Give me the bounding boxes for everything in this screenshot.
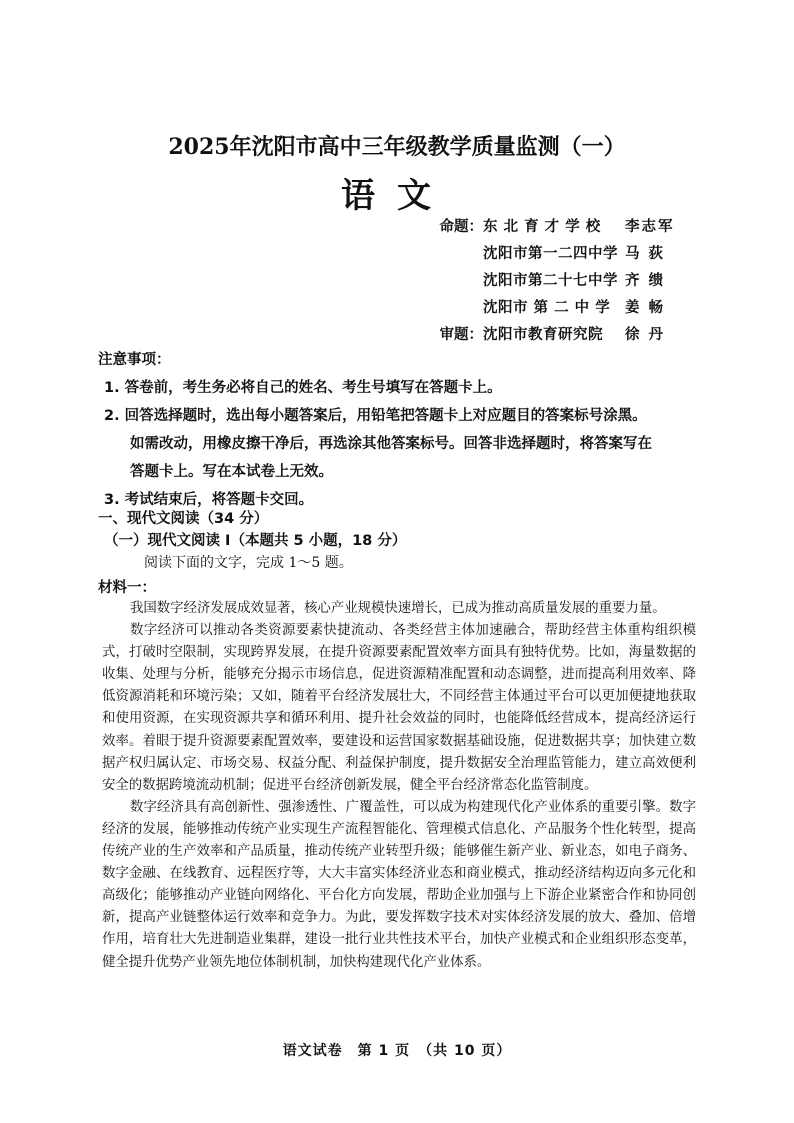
- notice-item-2: [98, 402, 718, 486]
- subject-title: 语文: [341, 176, 453, 216]
- notice-item-1: [98, 374, 718, 402]
- notice-block: [98, 346, 718, 514]
- author-name: 齐 缋: [625, 273, 666, 289]
- reading-instruction: 阅读下面的文字，完成 1～5 题。: [144, 555, 353, 571]
- author-role: 命题：: [439, 219, 483, 235]
- page-footer: 语文试卷 第 1 页 （共 10 页）: [282, 1043, 512, 1059]
- exam-title: 2025年沈阳市高中三年级教学质量监测（一）: [168, 134, 626, 160]
- material-label: 材料一：: [98, 580, 156, 596]
- authors-block: [428, 214, 728, 349]
- paragraph: 数字经济具有高创新性、强渗透性、广覆盖性，可以成为构建现代化产业体系的重要引擎。数字经济的发展，能够推动传统产业实现生产流程智能化、管理模式信息化、产品服务个性化转型，提高传统产业的生产效率和产品质量，推动传统产业转型升级；能够催生新产业、新业态，如电子商务、数字金融、在线教育、远程医疗等，大大丰富实体经济业态和商业模式，推动经济结构迈向多元化和高级化；能够推动产业链向网络化、平台化方向发展，帮助企业加强与上下游企业紧密合作和协同创新，提高产业链整体运行效率和竞争力。为此，要发挥数字技术对实体经济发展的放大、叠加、倍增作用，培育壮大先进制造业集群，建设一批行业共性技术平台，加快产业模式和企业组织形态变革，健全提升优势产业领先地位体制机制，加快构建现代化产业体系。: [102, 799, 696, 970]
- author-name: 姜 畅: [625, 300, 666, 316]
- author-school: 沈阳市教育研究院: [483, 327, 603, 343]
- notice-item-line: 如需改动，用橡皮擦干净后，再选涂其他答案标号。回答非选择题时，将答案写在: [130, 436, 652, 452]
- author-row: [428, 268, 728, 295]
- author-name: 马 荻: [625, 246, 666, 262]
- author-school: 沈阳市第一二四中学: [483, 246, 618, 262]
- notice-item-line: 答题卡上。写在本试卷上无效。: [130, 464, 333, 480]
- section-heading-2: （一）现代文阅读 I（本题共 5 小题，18 分）: [104, 533, 407, 549]
- author-name: 李志军: [625, 219, 675, 235]
- paragraph: 我国数字经济发展成效显著，核心产业规模快速增长，已成为推动高质量发展的重要力量。: [130, 601, 666, 616]
- author-school: 沈阳市第二十七中学: [483, 273, 618, 289]
- notice-item-line: 2. 回答选择题时，选出每小题答案后，用铅笔把答题卡上对应题目的答案标号涂黑。: [104, 408, 647, 424]
- author-school: 东 北 育 才 学 校: [483, 219, 601, 235]
- paragraph: 数字经济可以推动各类资源要素快捷流动、各类经营主体加速融合，帮助经营主体重构组织模式，打破时空限制，实现跨界发展，在提升资源要素配置效率方面具有独特优势。比如，海量数据的收集、处理与分析，能够充分揭示市场信息，促进资源精准配置和动态调整，进而提高利用效率、降低资源消耗和环境污染；又如，随着平台经济发展壮大，不同经营主体通过平台可以更加便捷地获取和使用资源，在实现资源共享和循环利用、提升社会效益的同时，也能降低经营成本，提高经济运行效率。着眼于提升资源要素配置效率，要建设和运营国家数据基础设施，促进数据共享；加快建立数据产权归属认定、市场交易、权益分配、利益保护制度，提升数据安全治理监管能力，建立高效便利安全的数据跨境流动机制；促进平台经济创新发展，健全平台经济常态化监管制度。: [102, 623, 696, 793]
- material-body: [102, 598, 696, 974]
- author-name: 徐 丹: [625, 327, 666, 343]
- notice-item-line: 1. 答卷前，考生务必将自己的姓名、考生号填写在答题卡上。: [104, 380, 502, 396]
- author-row: [428, 322, 728, 349]
- author-role: 审题：: [439, 327, 483, 343]
- author-school: 沈阳市 第 二 中 学: [483, 300, 611, 316]
- author-row: [428, 295, 728, 322]
- author-row: [428, 214, 728, 241]
- author-row: [428, 241, 728, 268]
- notice-heading: 注意事项：: [98, 352, 171, 368]
- section-heading-1: 一、现代文阅读（34 分）: [98, 511, 269, 527]
- notice-item-line: 3. 考试结束后，将答题卡交回。: [104, 492, 314, 508]
